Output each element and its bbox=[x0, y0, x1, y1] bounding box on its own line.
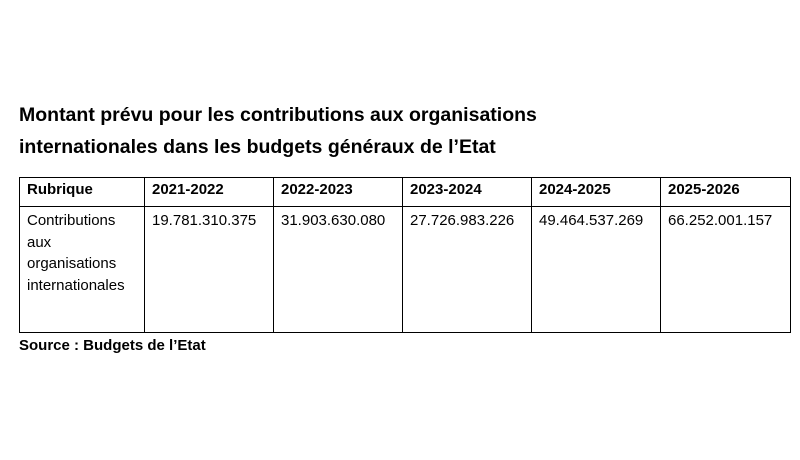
cell-2021-2022: 19.781.310.375 bbox=[145, 207, 274, 333]
document-title bbox=[19, 99, 789, 163]
cell-rubrique: Contributions aux organisations internationales bbox=[20, 207, 145, 333]
header-2023-2024: 2023-2024 bbox=[403, 178, 532, 207]
cell-2023-2024: 27.726.983.226 bbox=[403, 207, 532, 333]
title-line-1: Montant prévu pour les contributions aux organisations bbox=[19, 104, 537, 126]
cell-2025-2026: 66.252.001.157 bbox=[661, 207, 791, 333]
header-rubrique: Rubrique bbox=[20, 178, 145, 207]
header-2022-2023: 2022-2023 bbox=[274, 178, 403, 207]
cell-2024-2025: 49.464.537.269 bbox=[532, 207, 661, 333]
source-note: Source : Budgets de l’Etat bbox=[19, 337, 206, 354]
header-2021-2022: 2021-2022 bbox=[145, 178, 274, 207]
table-row bbox=[20, 207, 791, 333]
header-2025-2026: 2025-2026 bbox=[661, 178, 791, 207]
contributions-table bbox=[19, 177, 791, 333]
header-2024-2025: 2024-2025 bbox=[532, 178, 661, 207]
table-header-row bbox=[20, 178, 791, 207]
cell-2022-2023: 31.903.630.080 bbox=[274, 207, 403, 333]
title-line-2: internationales dans les budgets généraux de l’Etat bbox=[19, 136, 496, 158]
